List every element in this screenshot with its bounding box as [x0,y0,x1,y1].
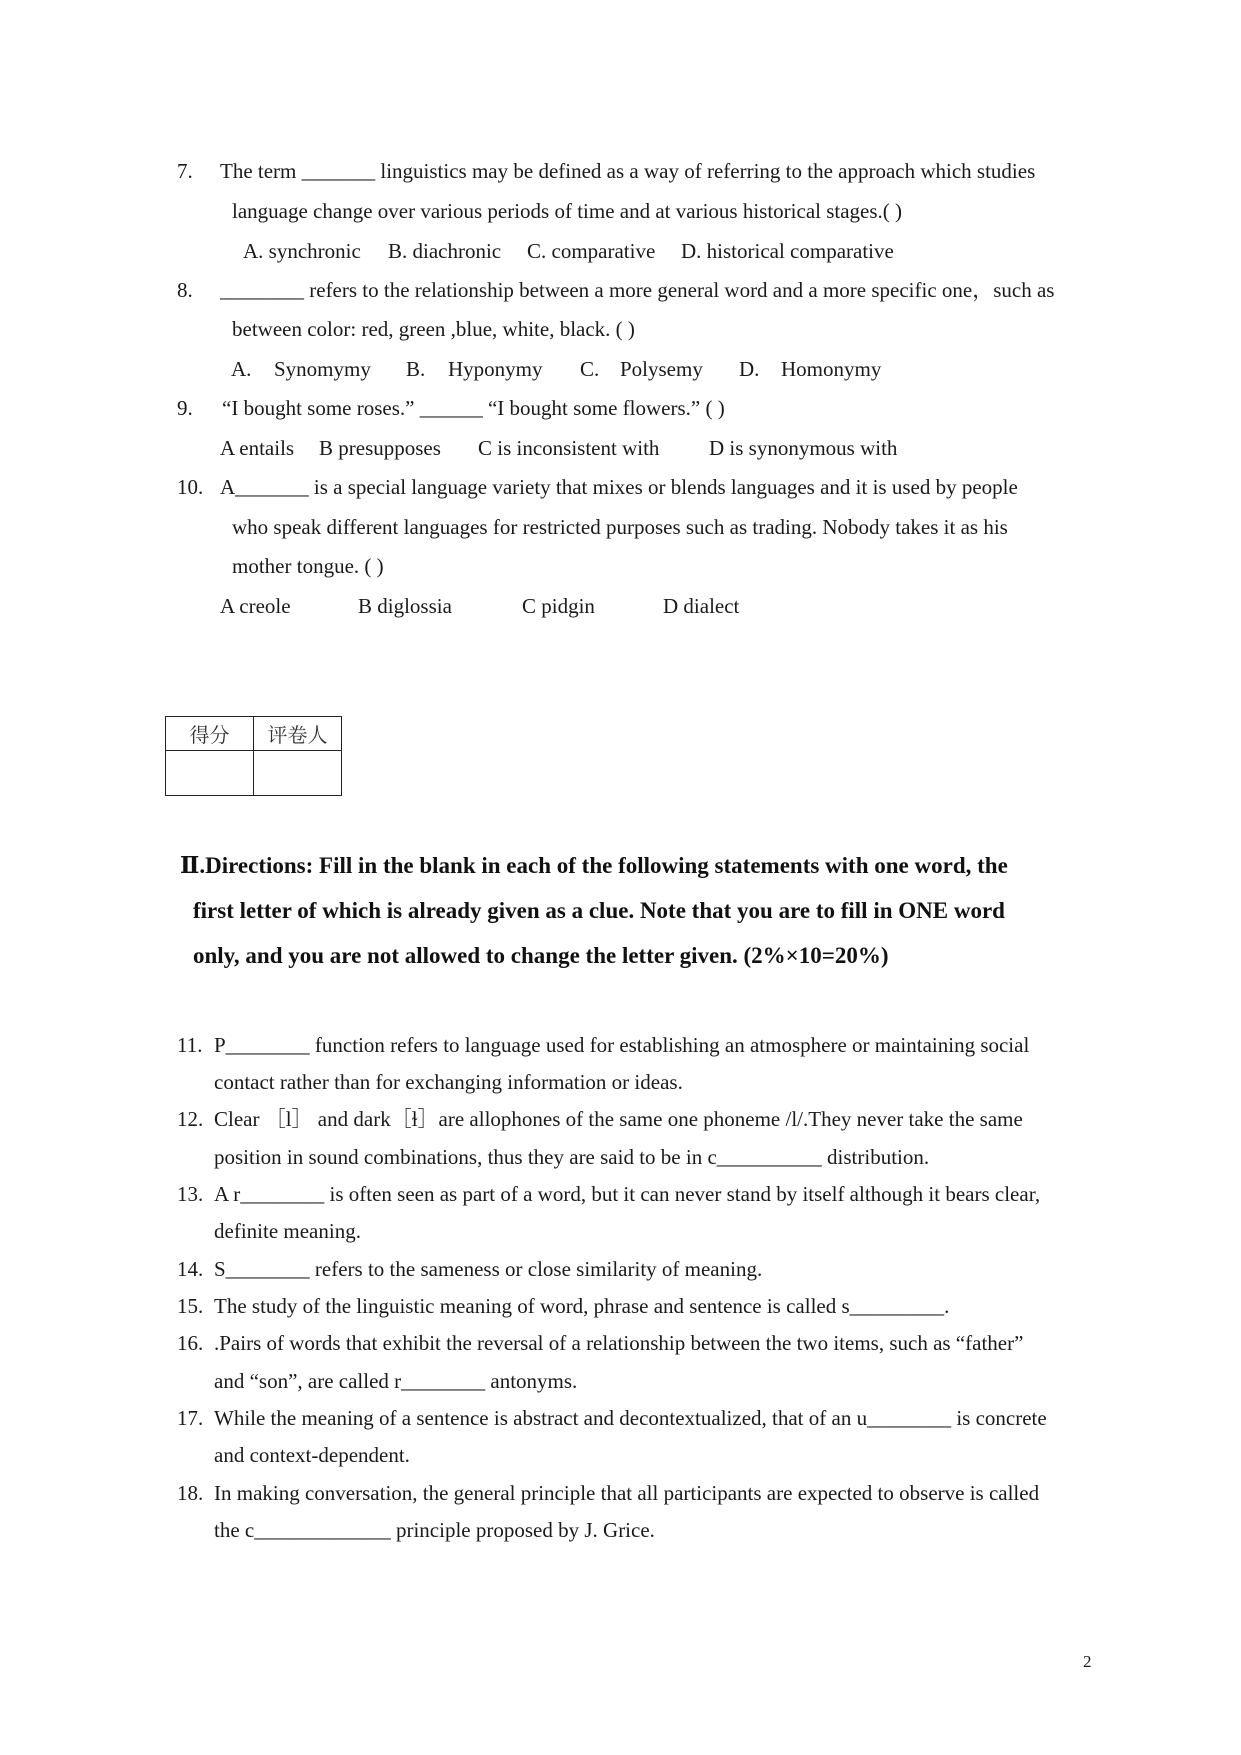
option-letter: D. [739,357,760,381]
directions-line: only, and you are not allowed to change the letter given. (2%×10=20%) [193,943,889,968]
option: D dialect [663,594,740,618]
question-text: The term _______ linguistics may be defined as a way of referring to the approach which studies [220,159,1036,183]
question-number: 9. [177,396,193,420]
question-text: position in sound combinations, thus they are said to be in c__________ distribution. [214,1145,930,1169]
question-text: In making conversation, the general principle that all participants are expected to observe is called [214,1481,1040,1505]
question-text: ________ refers to the relationship between a more general word and a more specific one，such as [220,278,1055,302]
question-number: 13. [177,1182,204,1206]
option: B. diachronic [388,239,502,263]
option: C is inconsistent with [478,436,660,460]
question-text: S________ refers to the sameness or close similarity of meaning. [214,1257,763,1281]
question-text: A_______ is a special language variety that mixes or blends languages and it is used by people [220,475,1018,499]
option: D is synonymous with [709,436,898,460]
option: Hyponymy [448,357,543,381]
question-text: mother tongue. ( ) [232,554,384,578]
option: C pidgin [522,594,595,618]
option: D. historical comparative [681,239,894,263]
directions-line: first letter of which is already given as a clue. Note that you are to fill in ONE word [193,898,1005,923]
option: B diglossia [358,594,452,618]
question-text: and “son”, are called r________ antonyms. [214,1369,578,1393]
question-number: 12. [177,1107,204,1131]
option: Polysemy [620,357,703,381]
question-number: 11. [177,1033,203,1057]
grader-header: 评卷人 [254,717,342,751]
option: Synomymy [274,357,371,381]
question-text: language change over various periods of time and at various historical stages.( ) [232,199,903,223]
question-text: .Pairs of words that exhibit the reversal of a relationship between the two items, such as “father” [214,1331,1024,1355]
directions-line: Ⅱ.Directions: Fill in the blank in each of the following statements with one word, the [180,853,1008,878]
question-number: 18. [177,1481,204,1505]
score-header: 得分 [166,717,254,751]
grader-cell[interactable] [254,751,342,796]
option: Homonymy [781,357,882,381]
question-number: 7. [177,159,193,183]
question-text: P________ function refers to language used for establishing an atmosphere or maintaining social [214,1033,1030,1057]
question-text: contact rather than for exchanging information or ideas. [214,1070,683,1094]
question-text: “I bought some roses.” ______ “I bought some flowers.” ( ) [222,396,725,420]
question-text: and context-dependent. [214,1443,410,1467]
option: C. comparative [527,239,656,263]
score-table [165,716,342,796]
score-cell[interactable] [166,751,254,796]
question-text: The study of the linguistic meaning of word, phrase and sentence is called s_________. [214,1294,950,1318]
option-letter: B. [406,357,426,381]
question-text: who speak different languages for restricted purposes such as trading. Nobody takes it as his [232,515,1008,539]
page-number: 2 [1083,1652,1092,1671]
question-number: 10. [177,475,204,499]
option: B presupposes [319,436,441,460]
question-text: definite meaning. [214,1219,361,1243]
question-text: the c_____________ principle proposed by J. Grice. [214,1518,655,1542]
question-text: between color: red, green ,blue, white, black. ( ) [232,317,635,341]
question-number: 8. [177,278,193,302]
question-number: 15. [177,1294,204,1318]
option: A entails [220,436,295,460]
option-letter: C. [580,357,600,381]
question-number: 17. [177,1406,204,1430]
question-number: 16. [177,1331,204,1355]
option-letter: A. [231,357,252,381]
question-text: A r________ is often seen as part of a word, but it can never stand by itself although it bears clear, [214,1182,1041,1206]
option: A creole [220,594,291,618]
option: A. synchronic [243,239,361,263]
question-text: While the meaning of a sentence is abstract and decontextualized, that of an u________ is concrete [214,1406,1047,1430]
question-number: 14. [177,1257,204,1281]
question-text: Clear ［l］ and dark［ɫ］are allophones of the same one phoneme /l/.They never take the same [214,1107,1023,1131]
